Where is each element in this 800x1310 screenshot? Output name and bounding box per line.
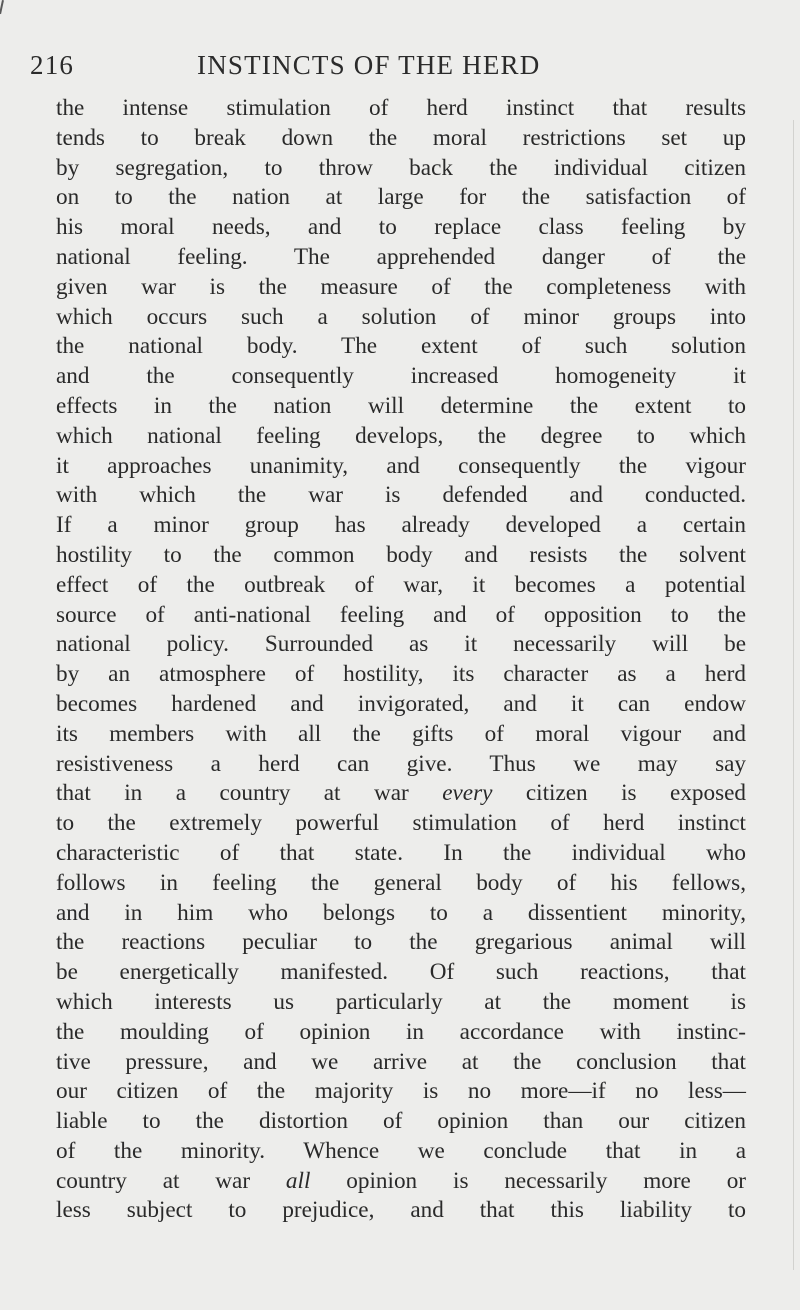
text-line: the reactions peculiar to the gregarious animal will (56, 929, 746, 956)
text-line: it approaches unanimity, and consequently the vigour (56, 452, 746, 479)
text-line: less subject to prejudice, and that this liability to (56, 1197, 746, 1224)
text-line: on to the nation at large for the satisfaction of (56, 184, 746, 211)
text-line: of the minority. Whence we conclude that in a (56, 1137, 746, 1164)
text-line: which national feeling develops, the degree to which (56, 422, 746, 449)
text-line: by an atmosphere of hostility, its character as a herd (56, 661, 746, 688)
text-line: national policy. Surrounded as it necessarily will be (56, 631, 746, 658)
text-line: tends to break down the moral restrictions set up (56, 124, 746, 151)
text-segment: opinion is necessarily more or (346, 1167, 747, 1194)
text-segment: citizen is exposed (525, 780, 747, 807)
text-line: the intense stimulation of herd instinct that results (56, 95, 746, 121)
text-line: our citizen of the majority is no more—if no less— (56, 1078, 746, 1105)
text-line: given war is the measure of the completeness with (56, 273, 746, 300)
text-segment: country at war (56, 1167, 251, 1194)
page-edge-shadow (793, 120, 794, 1270)
text-line: by segregation, to throw back the individual citizen (56, 154, 746, 181)
italic-word: all (285, 1167, 311, 1194)
text-line: effects in the nation will determine the extent to (56, 392, 746, 419)
text-line-with-italic (56, 1167, 746, 1197)
text-line: to the extremely powerful stimulation of herd instinct (56, 810, 746, 837)
text-line: effect of the outbreak of war, it becomes a potential (56, 571, 746, 598)
text-line: which interests us particularly at the moment is (56, 988, 746, 1015)
text-line: characteristic of that state. In the individual who (56, 839, 746, 866)
text-line: If a minor group has already developed a certain (56, 512, 746, 539)
text-line: resistiveness a herd can give. Thus we may say (56, 750, 746, 777)
italic-word: every (442, 780, 493, 807)
text-line: source of anti-national feeling and of opposition to the (56, 601, 746, 628)
text-line: be energetically manifested. Of such reactions, that (56, 959, 746, 986)
text-line: his moral needs, and to replace class feeling by (56, 214, 746, 241)
text-line: national feeling. The apprehended danger of the (56, 243, 746, 270)
text-line: follows in feeling the general body of his fellows, (56, 869, 746, 896)
scan-edge-mark (0, 0, 4, 14)
body-text (56, 94, 746, 1226)
text-line: with which the war is defended and conducted. (56, 482, 746, 509)
text-line: and the consequently increased homogeneity it (56, 363, 746, 390)
text-segment: that in a country at war (56, 780, 409, 807)
text-line: the national body. The extent of such solution (56, 333, 746, 360)
text-line: hostility to the common body and resists the solvent (56, 541, 746, 568)
page-number: 216 (30, 50, 75, 80)
text-line: its members with all the gifts of moral vigour and (56, 720, 746, 747)
text-line: becomes hardened and invigorated, and it can endow (56, 690, 746, 717)
text-line: and in him who belongs to a dissentient minority, (56, 899, 746, 926)
text-line: the moulding of opinion in accordance with instinc- (56, 1018, 746, 1045)
text-line: liable to the distortion of opinion than our citizen (56, 1108, 746, 1135)
text-line-with-italic (56, 779, 746, 809)
text-line: which occurs such a solution of minor groups into (56, 303, 746, 330)
text-line: tive pressure, and we arrive at the conclusion that (56, 1048, 746, 1075)
chapter-title: INSTINCTS OF THE HERD (197, 50, 541, 80)
running-head (30, 50, 730, 86)
